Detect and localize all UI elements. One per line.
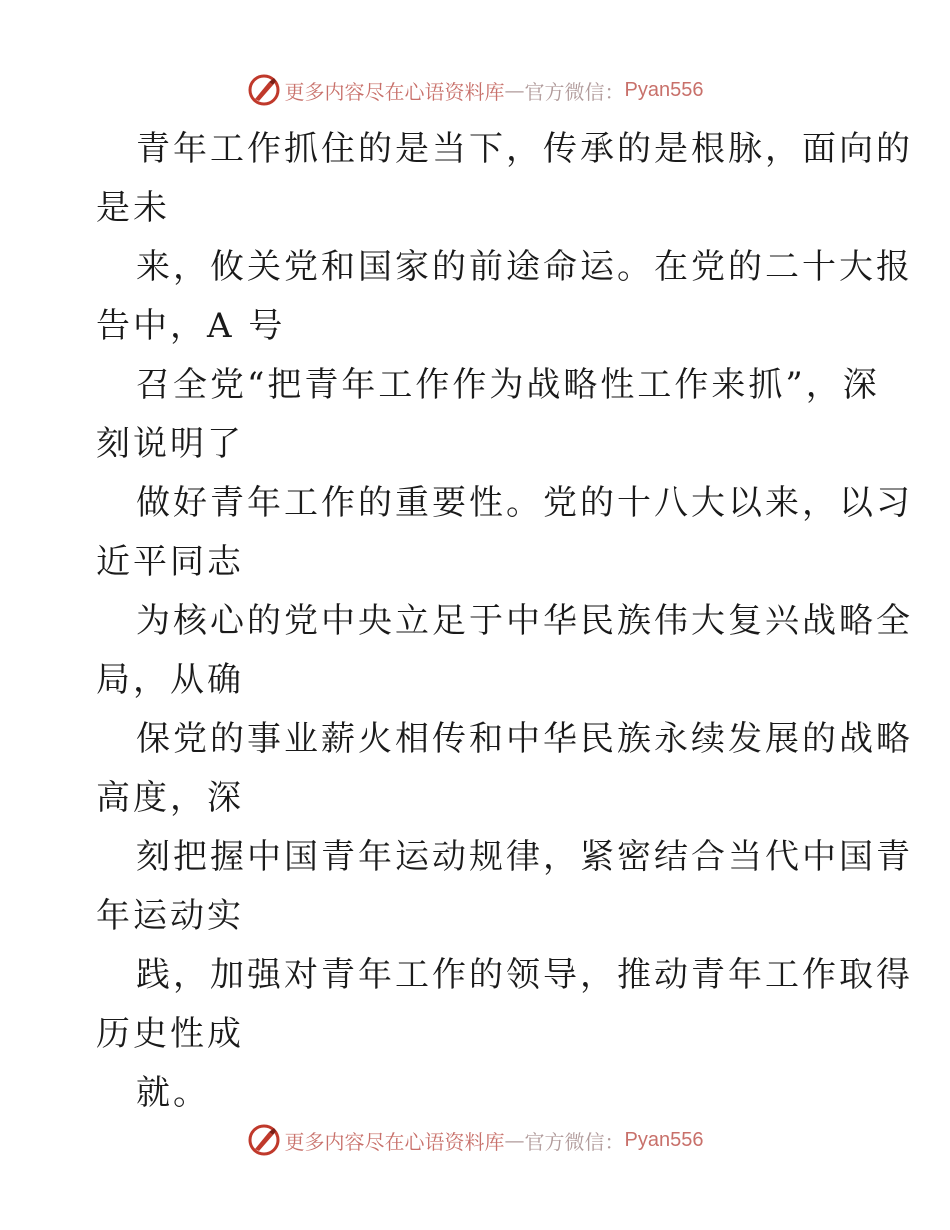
text-line: 青年工作抓住的是当下，传承的是根脉，面向的 bbox=[136, 129, 913, 169]
text-line: 历史性成 bbox=[96, 1014, 244, 1054]
header-watermark bbox=[0, 70, 950, 110]
text-line: 保党的事业薪火相传和中华民族永续发展的战略 bbox=[136, 719, 913, 759]
text-line: 高度，深 bbox=[96, 778, 244, 818]
text-line: 告中，A 号 bbox=[96, 306, 286, 346]
text-line: 刻把握中国青年运动规律，紧密结合当代中国青 bbox=[136, 837, 913, 877]
header-wechat-id: Pyan556 bbox=[624, 78, 704, 101]
text-line: 年运动实 bbox=[96, 896, 244, 936]
footer-dash: — bbox=[504, 1128, 525, 1152]
footer-wechat-id: Pyan556 bbox=[624, 1128, 704, 1151]
header-wechat-label: 官方微信： bbox=[524, 79, 625, 104]
text-line: 刻说明了 bbox=[96, 424, 244, 464]
footer-wechat-label: 官方微信： bbox=[524, 1129, 625, 1154]
text-line: 是未 bbox=[96, 188, 170, 228]
text-line: 为核心的党中央立足于中华民族伟大复兴战略全 bbox=[136, 601, 913, 641]
footer-watermark bbox=[0, 1120, 950, 1160]
text-line: 就。 bbox=[136, 1073, 210, 1113]
text-line: 近平同志 bbox=[96, 542, 244, 582]
header-dash: — bbox=[504, 78, 525, 102]
pen-logo-icon bbox=[247, 73, 281, 107]
text-line: 做好青年工作的重要性。党的十八大以来，以习 bbox=[136, 483, 913, 523]
document-body bbox=[96, 120, 913, 1123]
text-line: 局，从确 bbox=[96, 660, 244, 700]
header-site-text: 更多内容尽在心语资料库 bbox=[284, 79, 505, 104]
footer-site-text: 更多内容尽在心语资料库 bbox=[284, 1129, 505, 1154]
text-line: 践，加强对青年工作的领导，推动青年工作取得 bbox=[136, 955, 913, 995]
text-line: 召全党“把青年工作作为战略性工作来抓”，深 bbox=[136, 365, 880, 405]
pen-logo-icon bbox=[247, 1123, 281, 1157]
text-line: 来，攸关党和国家的前途命运。在党的二十大报 bbox=[136, 247, 913, 287]
